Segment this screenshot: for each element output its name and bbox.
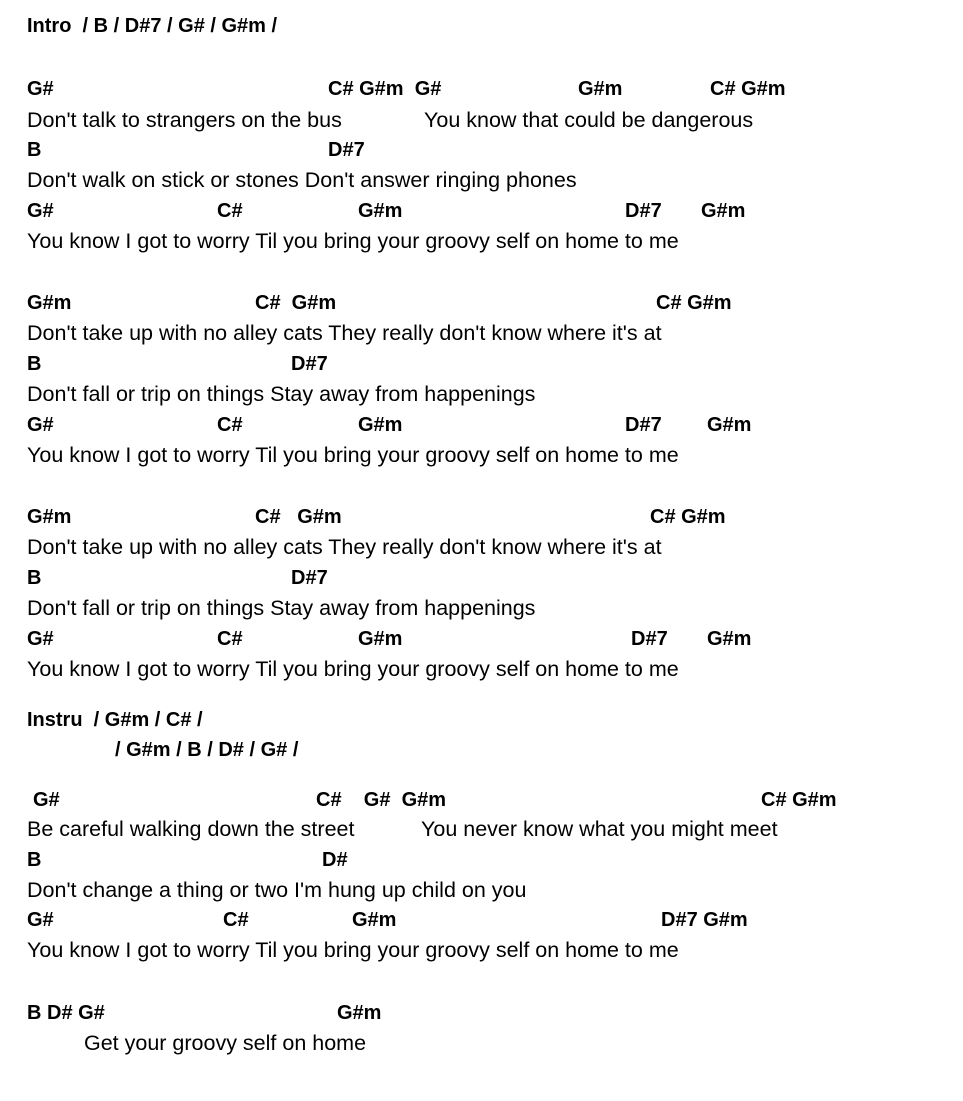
chord: G#m [701, 200, 746, 222]
lyric-line: Don't take up with no alley cats They really don't know where it's at [27, 535, 662, 559]
chord: B [27, 849, 42, 871]
chord: G# [27, 414, 54, 436]
chord: C# [217, 414, 243, 436]
lyric-line: Don't change a thing or two I'm hung up child on you [27, 878, 527, 902]
chord: G# [33, 789, 60, 811]
chord: G#m [707, 628, 752, 650]
chord: G#m [358, 414, 403, 436]
chord: G# [27, 78, 54, 100]
chord: C# G#m [656, 292, 732, 314]
chord: C# [217, 628, 243, 650]
chord: C# [217, 200, 243, 222]
chord: D#7 [328, 139, 365, 161]
chord: C# G#m [710, 78, 786, 100]
chord: G# [27, 200, 54, 222]
chord: C# G#m G# [328, 78, 442, 100]
lyric-line: You know I got to worry Til you bring your groovy self on home to me [27, 938, 679, 962]
chord: C# G#m [255, 292, 337, 314]
chord: G#m [358, 200, 403, 222]
lyric-line: Don't fall or trip on things Stay away from happenings [27, 382, 536, 406]
chord: B [27, 139, 42, 161]
chord: G#m [27, 292, 72, 314]
instrumental-line: Instru / G#m / C# / [27, 709, 203, 731]
chord: D#7 [625, 200, 662, 222]
lyric-line: You never know what you might meet [421, 817, 778, 841]
lyric-line: Don't fall or trip on things Stay away from happenings [27, 596, 536, 620]
chord: B [27, 353, 42, 375]
lyric-line: Don't talk to strangers on the bus [27, 108, 342, 132]
chord: B D# G# [27, 1002, 105, 1024]
chord: G#m [358, 628, 403, 650]
instrumental-line: / G#m / B / D# / G# / [115, 739, 299, 761]
chord: G# [27, 909, 54, 931]
lyric-line: You know I got to worry Til you bring your groovy self on home to me [27, 229, 679, 253]
chord: G#m [707, 414, 752, 436]
chord: D#7 [291, 353, 328, 375]
chord: G#m [352, 909, 397, 931]
chord: C# G#m [650, 506, 726, 528]
chord: C# [223, 909, 249, 931]
chord: G#m [578, 78, 623, 100]
chord: G#m [337, 1002, 382, 1024]
chord: B [27, 567, 42, 589]
chord: C# G#m [255, 506, 342, 528]
lyric-line: You know I got to worry Til you bring your groovy self on home to me [27, 657, 679, 681]
chord: D# [322, 849, 348, 871]
intro-line: Intro / B / D#7 / G# / G#m / [27, 15, 278, 37]
chord: C# G# G#m [316, 789, 447, 811]
lyric-line: Get your groovy self on home [84, 1031, 367, 1055]
chord: G#m [27, 506, 72, 528]
lyric-line: Don't walk on stick or stones Don't answer ringing phones [27, 168, 577, 192]
chord: C# G#m [761, 789, 837, 811]
chord: D#7 G#m [661, 909, 748, 931]
lyric-line: Don't take up with no alley cats They really don't know where it's at [27, 321, 662, 345]
chord: D#7 [631, 628, 668, 650]
lyric-line: Be careful walking down the street [27, 817, 355, 841]
chord: D#7 [625, 414, 662, 436]
chord: G# [27, 628, 54, 650]
lyric-line: You know that could be dangerous [424, 108, 754, 132]
lyric-line: You know I got to worry Til you bring your groovy self on home to me [27, 443, 679, 467]
chord: D#7 [291, 567, 328, 589]
